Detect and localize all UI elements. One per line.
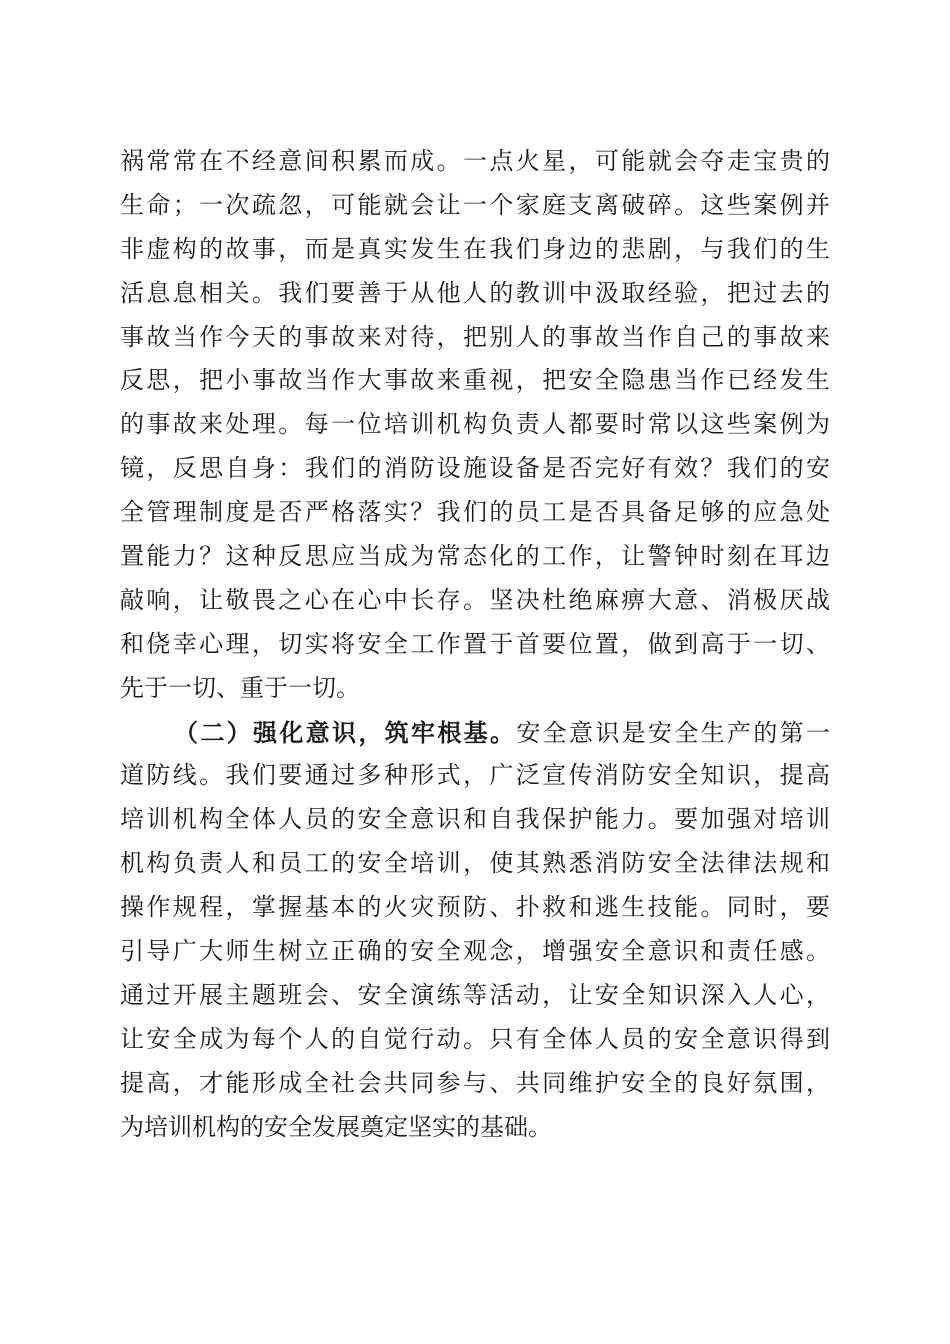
- text-line: 的事故来处理。每一位培训机构负责人都要时常以这些案例为: [120, 410, 830, 439]
- text-line: 事故当作今天的事故来对待，把别人的事故当作自己的事故来: [120, 322, 830, 351]
- text-span: 安全意识是安全生产的第一: [516, 718, 830, 747]
- section-heading: （二）强化意识，筑牢根基。: [174, 717, 517, 747]
- text-line: 镜，反思自身：我们的消防设施设备是否完好有效？我们的安: [120, 454, 830, 483]
- text-line: 敲响，让敬畏之心在心中长存。坚决杜绝麻痹大意、消极厌战: [120, 585, 830, 614]
- text-line: 和侥幸心理，切实将安全工作置于首要位置，做到高于一切、: [120, 629, 830, 658]
- text-line: 置能力？这种反思应当成为常态化的工作，让警钟时刻在耳边: [120, 542, 830, 571]
- text-line: 提高，才能形成全社会共同参与、共同维护安全的良好氛围，: [120, 1068, 830, 1097]
- document-page: [120, 140, 830, 1149]
- text-line: 培训机构全体人员的安全意识和自我保护能力。要加强对培训: [120, 805, 830, 834]
- text-line: 让安全成为每个人的自觉行动。只有全体人员的安全意识得到: [120, 1024, 830, 1053]
- paragraph-1: [120, 140, 830, 711]
- text-line: 反思，把小事故当作大事故来重视，把安全隐患当作已经发生: [120, 366, 830, 395]
- text-line: 机构负责人和员工的安全培训，使其熟悉消防安全法律法规和: [120, 849, 830, 878]
- text-line: 引导广大师生树立正确的安全观念，增强安全意识和责任感。: [120, 937, 830, 966]
- paragraph-2: [120, 711, 830, 1150]
- text-line: 先于一切、重于一切。: [120, 673, 360, 702]
- text-line: 活息息相关。我们要善于从他人的教训中汲取经验，把过去的: [120, 278, 830, 307]
- text-line: 通过开展主题班会、安全演练等活动，让安全知识深入人心，: [120, 980, 830, 1009]
- text-line: 生命；一次疏忽，可能就会让一个家庭支离破碎。这些案例并: [120, 190, 830, 219]
- text-line: 为培训机构的安全发展奠定坚实的基础。: [120, 1112, 552, 1141]
- text-line: 道防线。我们要通过多种形式，广泛宣传消防安全知识，提高: [120, 761, 830, 790]
- text-line: 非虚构的故事，而是真实发生在我们身边的悲剧，与我们的生: [120, 234, 830, 263]
- text-line: 全管理制度是否严格落实？我们的员工是否具备足够的应急处: [120, 498, 830, 527]
- text-line: 操作规程，掌握基本的火灾预防、扑救和逃生技能。同时，要: [120, 893, 830, 922]
- paragraph-first-line: [120, 711, 830, 755]
- text-line: 祸常常在不经意间积累而成。一点火星，可能就会夺走宝贵的: [120, 147, 830, 175]
